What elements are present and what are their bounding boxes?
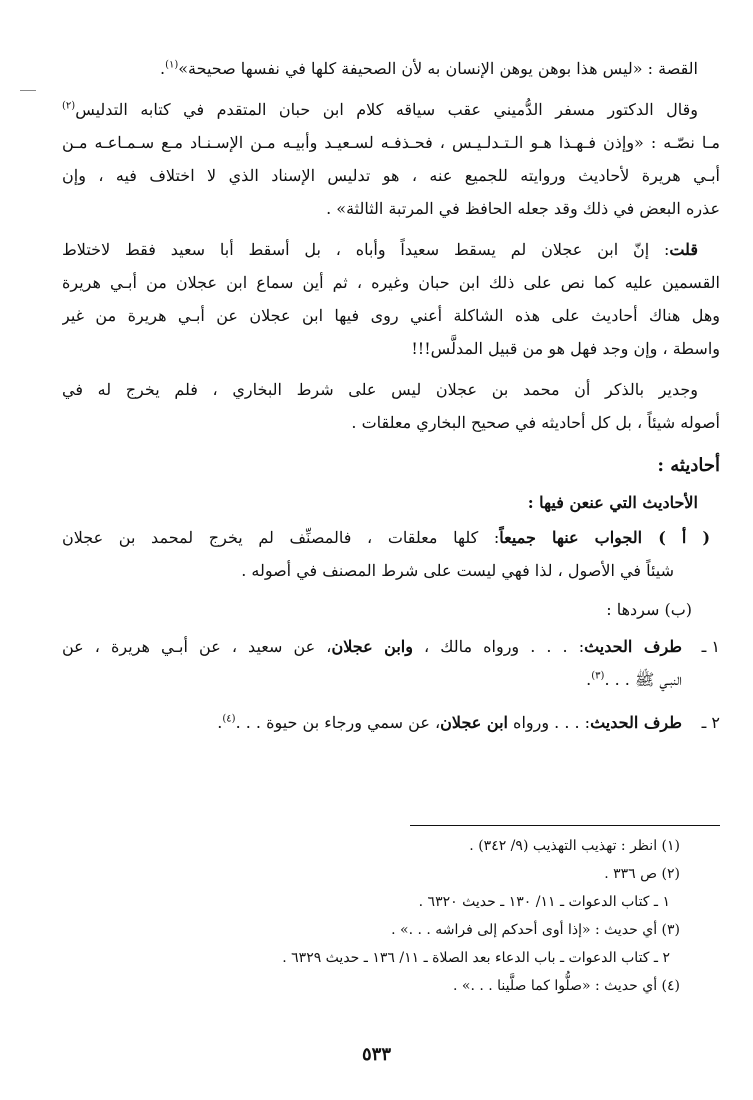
footnote-ref: (٤) bbox=[222, 713, 236, 725]
footnote-3: (٣) أي حديث : «إذا أوى أحدكم إلى فراشه . . .» . bbox=[391, 922, 680, 938]
footnote-4: (٤) أي حديث : «صلُّوا كما صلَّينا . . .» . bbox=[452, 978, 680, 994]
footnote-separator bbox=[410, 825, 720, 826]
text-line: أبـي هريرة لأحاديث وروايته للجميع عنه ، هو تدليس الإسناد الذي لا اختلاف فيه ، وإن bbox=[62, 166, 720, 185]
footnote-3-source: ١ ـ كتاب الدعوات ـ ١١/ ١٣٠ ـ حديث ٦٣٢٠ . bbox=[418, 894, 670, 910]
label-qult: قلت bbox=[669, 240, 698, 259]
page-body bbox=[62, 52, 720, 739]
text-line: وجدير بالذكر أن محمد بن عجلان ليس على شرط البخاري ، فلم يخرج له في bbox=[62, 380, 698, 399]
paragraph-comment bbox=[62, 233, 720, 365]
item-number: ٢ ـ bbox=[701, 713, 720, 732]
margin-mark bbox=[20, 90, 36, 91]
text-line: طرف الحديث: . . . ورواه ابن عجلان، عن سمي ورجاء بن حيوة . . .$^{(٤)}$. bbox=[217, 713, 682, 732]
text-line: مـا نصّـه : «وإذن فـهـذا هـو الـتـدلـيـس ، فحـذفـه لسـعيـد وأبيـه مـن الإسـنـاد مـع سـمـاعـه مـن bbox=[62, 133, 720, 152]
footnote-ref: (٢) bbox=[62, 100, 76, 112]
item-b: (ب) سردها : bbox=[606, 600, 692, 619]
text-line: طرف الحديث: . . . ورواه مالك ، وابن عجلان، عن سعيد ، عن أبـي هريرة ، عن bbox=[62, 637, 682, 656]
text-line: قلت: إنّ ابن عجلان لم يسقط سعيداً وأباه ، بل أسقط أبا سعيد فقط لاختلاط bbox=[62, 240, 698, 259]
text-line: شيئاً في الأصول ، لذا فهي ليست على شرط المصنف في أصوله . bbox=[241, 561, 674, 580]
item-a-label: ( أ ) الجواب عنها جميعاً bbox=[499, 528, 710, 547]
footnotes bbox=[200, 832, 680, 1000]
section-heading: أحاديثه : bbox=[657, 455, 720, 476]
text-line: أصوله شيئاً ، بل كل أحاديثه في صحيح البخاري معلقات . bbox=[351, 413, 720, 432]
paragraph-bukhari bbox=[62, 373, 720, 439]
footnote-ref: (١) bbox=[165, 59, 179, 71]
hadith-item bbox=[62, 630, 720, 696]
page-number: ٥٣٣ bbox=[361, 1044, 391, 1065]
footnote-4-source: ٢ ـ كتاب الدعوات ـ باب الدعاء بعد الصلاة ـ ١١/ ١٣٦ ـ حديث ٦٣٢٩ . bbox=[282, 950, 670, 966]
text-line: واسطة ، وإن وجد فهل هو من قبيل المدلَّس!!! bbox=[411, 339, 720, 358]
text-line: ( أ ) الجواب عنها جميعاً: كلها معلقات ، فالمصنِّف لم يخرج لمحمد بن عجلان bbox=[62, 528, 710, 547]
footnote-2: (٢) ص ٣٣٦ . bbox=[604, 866, 680, 882]
text-line: وقال الدكتور مسفر الدُّميني عقب سياقه كلام ابن حبان المتقدم في كتابه التدليس$^{(٢)}$ bbox=[62, 100, 698, 119]
item-a bbox=[62, 521, 720, 587]
text-line: عذره البعض في ذلك وقد جعله الحافظ في المرتبة الثالثة» . bbox=[326, 199, 720, 218]
footnote-1: (١) انظر : تهذيب التهذيب (٩/ ٣٤٢) . bbox=[469, 838, 680, 854]
hadith-item bbox=[62, 706, 720, 739]
item-number: ١ ـ bbox=[701, 637, 720, 656]
text-line: القسمين عليه كما نص على ذلك ابن حبان وغيره ، ثم أين سماع ابن عجلان من أبـي هريرة bbox=[62, 273, 720, 292]
sub-heading: الأحاديث التي عنعن فيها : bbox=[527, 493, 698, 512]
paragraph-story bbox=[62, 52, 720, 85]
text-line: وهل هناك أحاديث على هذه الشاكلة أعني روى فيها ابن عجلان عن أبـي هريرة من غير bbox=[62, 306, 720, 325]
text-line: القصة : «ليس هذا بوهن يوهن الإنسان به لأن الصحيفة كلها في نفسها صحيحة»$^{(١)}$. bbox=[159, 59, 698, 78]
paragraph-dumaini bbox=[62, 93, 720, 225]
text-line: النبـي ﷺ . . .$^{(٣)}$. bbox=[586, 670, 682, 689]
footnote-ref: (٣) bbox=[591, 670, 605, 682]
